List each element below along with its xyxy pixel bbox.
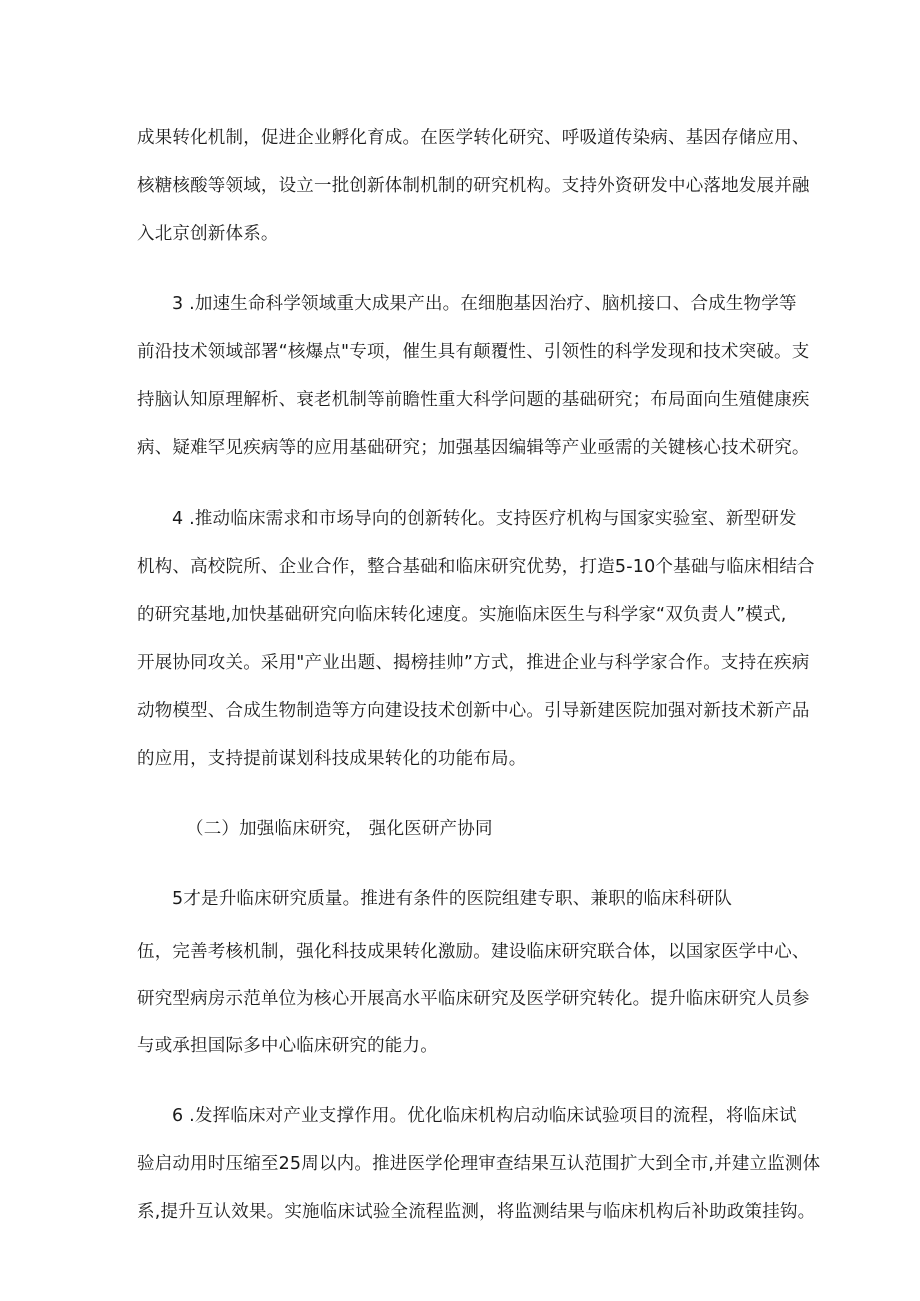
text-line: 4 .推动临床需求和市场导向的创新转化。支持医疗机构与国家实验室、新型研发 xyxy=(172,509,797,529)
text-line: 持脑认知原理解析、衰老机制等前瞻性重大科学问题的基础研究；布局面向生殖健康疾 xyxy=(137,390,810,410)
text-line: 开展协同攻关。采用"产业出题、揭榜挂帅”方式，推进企业与科学家合作。支持在疾病 xyxy=(137,653,810,673)
text-line: 与或承担国际多中心临床研究的能力。 xyxy=(137,1036,438,1056)
text-line: 的研究基地,加快基础研究向临床转化速度。实施临床医生与科学家“双负责人”模式, xyxy=(137,605,787,625)
text-line: 系,提升互认效果。实施临床试验全流程监测，将监测结果与临床机构后补助政策挂钩。 xyxy=(137,1202,816,1222)
text-line: 验启动用时压缩至25周以内。推进医学伦理审查结果互认范围扩大到全市,并建立监测体 xyxy=(137,1154,821,1174)
text-line: 核糖核酸等领域，设立一批创新体制机制的研究机构。支持外资研发中心落地发展并融 xyxy=(137,176,810,196)
text-line: 动物模型、合成生物制造等方向建设技术创新中心。引导新建医院加强对新技术新产品 xyxy=(137,701,810,721)
text-line: 伍，完善考核机制，强化科技成果转化激励。建设临床研究联合体，以国家医学中心、 xyxy=(137,942,810,962)
text-line: 的应用，支持提前谋划科技成果转化的功能布局。 xyxy=(137,749,527,769)
text-line: 入北京创新体系。 xyxy=(137,224,279,244)
text-line: 前沿技术领域部署“核爆点"专项，催生具有颠覆性、引领性的科学发现和技术突破。支 xyxy=(137,342,810,362)
section-heading: （二）加强临床研究， 强化医研产协同 xyxy=(186,819,493,839)
text-line: 3 .加速生命科学领域重大成果产出。在细胞基因治疗、脑机接口、合成生物学等 xyxy=(172,294,797,314)
text-line: 成果转化机制，促进企业孵化育成。在医学转化研究、呼吸道传染病、基因存储应用、 xyxy=(137,128,810,148)
text-line: 机构、高校院所、企业合作，整合基础和临床研究优势，打造5-10个基础与临床相结合 xyxy=(137,557,815,577)
text-line: 6 .发挥临床对产业支撑作用。优化临床机构启动临床试验项目的流程，将临床试 xyxy=(172,1106,797,1126)
text-line: 5才是升临床研究质量。推进有条件的医院组建专职、兼职的临床科研队 xyxy=(172,889,733,909)
text-line: 病、疑难罕见疾病等的应用基础研究；加强基因编辑等产业亟需的关键核心技术研究。 xyxy=(137,438,810,458)
text-line: 研究型病房示范单位为核心开展高水平临床研究及医学研究转化。提升临床研究人员参 xyxy=(137,989,810,1009)
